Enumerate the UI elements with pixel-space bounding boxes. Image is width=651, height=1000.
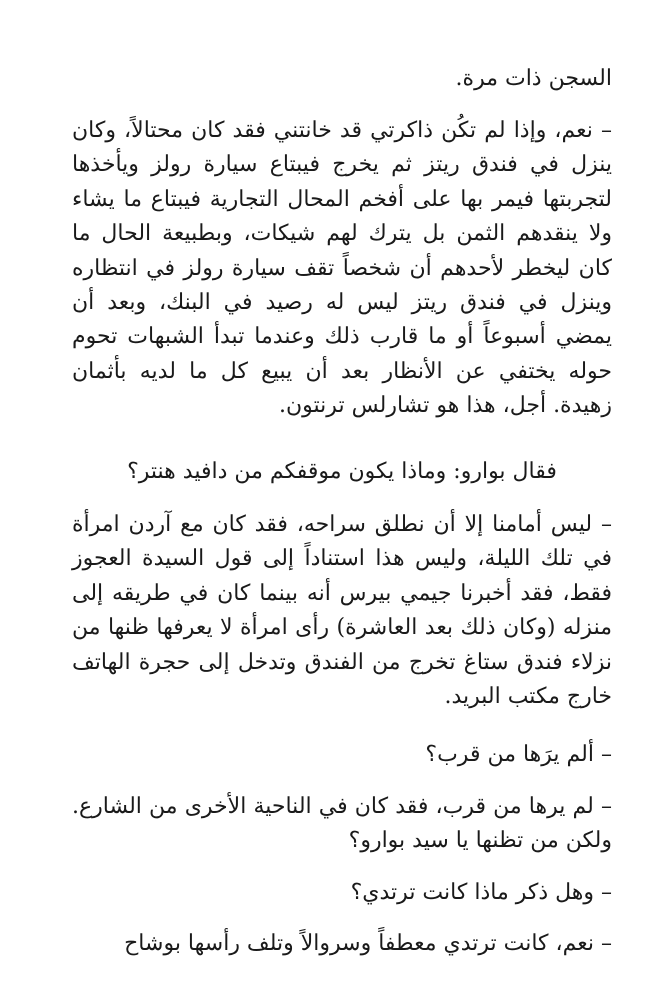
- paragraph-8: – نعم، كانت ترتدي معطفاً وسروالاً وتلف رأسها بوشاح: [124, 931, 612, 956]
- paragraph-5: – ألم يرَها من قرب؟: [425, 742, 612, 767]
- paragraph-7: – وهل ذكر ماذا كانت ترتدي؟: [350, 880, 612, 905]
- paragraph-3: فقال بوارو: وماذا يكون موقفكم من دافيد هنتر؟: [127, 459, 557, 484]
- paragraph-4: – ليس أمامنا إلا أن نطلق سراحه، فقد كان مع آردن امرأة في تلك الليلة، وليس هذا استناداً إلى قول السيدة العجوز فقط، فقد أخبرنا جيمي بيرس أنه بينما كان في طريقه إلى منزله (وكان ذلك بعد العاشرة) رأى امرأة لا يعرفها ظنها من نزلاء فندق ستاغ تخرج من الفندق وتدخل إلى حجرة الهاتف خارج مكتب البريد.: [72, 512, 612, 710]
- paragraph-2: – نعم، وإذا لم تكُن ذاكرتي قد خانتني فقد كان محتالاً، وكان ينزل في فندق ريتز ثم يخرج فيبتاع سيارة رولز ويأخذها لتجربتها فيمر بها على أفخم المحال التجارية فيبتاع ما يشاء ولا ينقدهم الثمن بل يترك لهم شيكات، وبطبيعة الحال ما كان ليخطر لأحدهم أن شخصاً تقف سيارة رولز في انتظاره وينزل في فندق ريتز ليس له رصيد في البنك، وبعد أن يمضي أسبوعاً أو ما قارب ذلك وعندما تبدأ الشبهات تحوم حوله يختفي عن الأنظار بعد أن يبيع كل ما لديه بأثمان زهيدة. أجل، هذا هو تشارلس ترنتون.: [72, 118, 613, 419]
- paragraph-1: السجن ذات مرة.: [455, 66, 612, 91]
- paragraph-6: – لم يرها من قرب، فقد كان في الناحية الأخرى من الشارع. ولكن من تظنها يا سيد بوارو؟: [72, 794, 612, 854]
